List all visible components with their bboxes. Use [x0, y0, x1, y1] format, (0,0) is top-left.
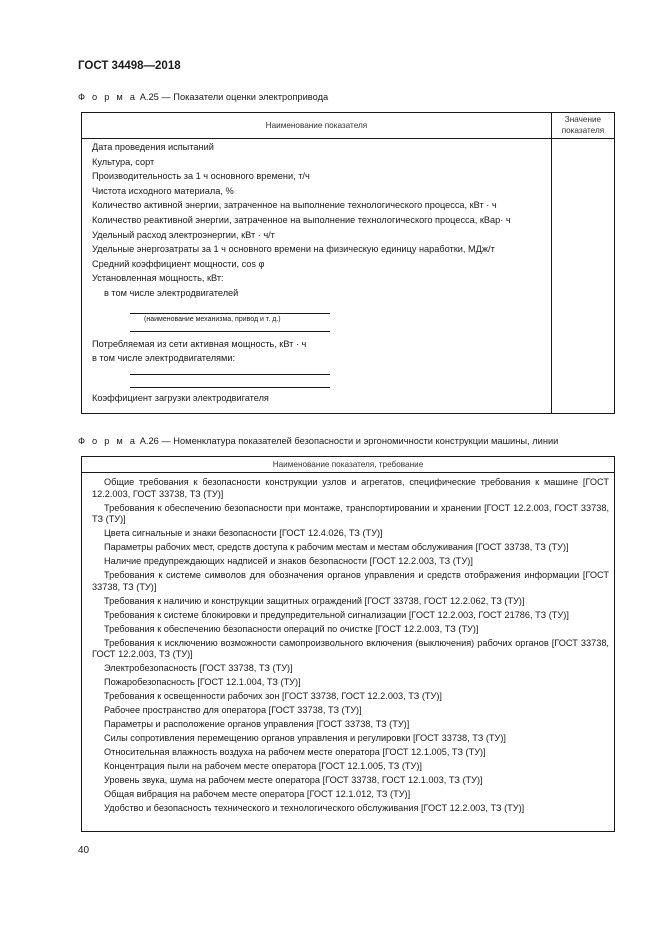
- list-item: Требования к системе блокировки и предупредительной сигнализации [ГОСТ 12.2.003, ГОСТ 21786, ТЗ (ТУ)]: [104, 609, 569, 620]
- list-item: Рабочее пространство для оператора [ГОСТ 33738, ТЗ (ТУ)]: [104, 705, 362, 716]
- list-item: Средний коэффициент мощности, cos φ: [92, 258, 265, 269]
- blank-line: [130, 325, 330, 332]
- list-item: Общая вибрация на рабочем месте оператора [ГОСТ 12.1.012, ТЗ (ТУ)]: [104, 789, 411, 800]
- list-item: Наличие предупреждающих надписей и знаков безопасности [ГОСТ 12.2.003, ТЗ (ТУ)]: [104, 556, 473, 567]
- blank-line: [130, 366, 330, 375]
- list-item: Удобство и безопасность технического и технологического обслуживания [ГОСТ 12.2.003, ТЗ (ТУ)]: [104, 803, 525, 814]
- form-a25-caption: [78, 92, 328, 102]
- list-item: Пожаробезопасность [ГОСТ 12.1.004, ТЗ (ТУ)]: [104, 677, 301, 688]
- list-item: в том числе электродвигателями:: [92, 353, 236, 364]
- blank-line: [130, 375, 330, 388]
- form-a26-caption: [78, 436, 558, 446]
- list-item: Удельные энергозатраты за 1 ч основного времени на физическую единицу наработки, МДж/т: [92, 244, 495, 255]
- form-a26-caption-title: — Номенклатура показателей безопасности и эргономичности конструкции машины, линии: [161, 436, 559, 446]
- note-mechanism: (наименование механизма, привод и т. д.): [144, 315, 281, 323]
- list-item: Силы сопротивления перемещению органов управления и регулировки [ГОСТ 33738, ТЗ (ТУ)]: [104, 733, 506, 744]
- form-a26-body: [82, 473, 615, 832]
- blank-line: [130, 301, 330, 314]
- list-item: Цвета сигнальные и знаки безопасности [ГОСТ 12.4.026, ТЗ (ТУ)]: [104, 528, 383, 539]
- form-a26-body-row: [82, 473, 615, 832]
- list-item: Количество активной энергии, затраченное на выполнение технологического процесса, кВт · ч: [92, 200, 497, 211]
- form-a25-value-cell: [551, 139, 614, 414]
- form-a25-table: [81, 112, 615, 414]
- form-a26-header-row: [82, 457, 615, 473]
- form-a25-header-row: [82, 113, 615, 139]
- list-item: Параметры и расположение органов управления [ГОСТ 33738, ТЗ (ТУ)]: [104, 719, 410, 730]
- form-a25-caption-prefix: Ф о р м а: [78, 92, 138, 102]
- list-item: в том числе электродвигателей: [104, 287, 239, 298]
- form-a25-body: [82, 139, 552, 414]
- form-a26-caption-number: А.26: [139, 436, 159, 446]
- list-item: Требования к исключению возможности самопроизвольного включения (выключения) рабочих органов [ГОСТ 33738, ГОСТ 12.2.003, ТЗ (ТУ)]: [92, 637, 609, 660]
- form-a26-col-name: Наименование показателя, требование: [82, 457, 615, 473]
- list-item: Требования к обеспечению безопасности операций по очистке [ГОСТ 12.2.003, ТЗ (ТУ)]: [104, 623, 479, 634]
- list-item: Установленная мощность, кВт:: [92, 273, 224, 284]
- form-a25-caption-number: А.25: [139, 92, 159, 102]
- list-item: Количество реактивной энергии, затраченное на выполнение технологического процесса, кВар· ч: [92, 214, 511, 225]
- list-item: Коэффициент загрузки электродвигателя: [92, 392, 269, 403]
- list-item: Культура, сорт: [92, 156, 155, 167]
- list-item: Концентрация пыли на рабочем месте оператора [ГОСТ 12.1.005, ТЗ (ТУ)]: [104, 761, 422, 772]
- form-a25-col-value-line1: Значение: [564, 115, 602, 124]
- form-a26-table: [81, 456, 615, 832]
- page-number: 40: [78, 845, 90, 856]
- list-item: Электробезопасность [ГОСТ 33738, ТЗ (ТУ)]: [104, 663, 293, 674]
- form-a25-body-row: [82, 139, 615, 414]
- list-item: Относительная влажность воздуха на рабочем месте оператора [ГОСТ 12.1.005, ТЗ (ТУ)]: [104, 747, 486, 758]
- list-item: Требования к системе символов для обозначения органов управления и средств отображения информации [ГОСТ 33738, ТЗ (ТУ)]: [92, 570, 609, 592]
- list-item: Удельный расход электроэнергии, кВт · ч/т: [92, 229, 275, 240]
- list-item: Требования к наличию и конструкции защитных ограждений [ГОСТ 33738, ГОСТ 12.2.062, ТЗ (ТУ)]: [104, 595, 525, 606]
- list-item: Общие требования к безопасности конструкции узлов и агрегатов, специфические требования к машине [ГОСТ 12.2.003, ГОСТ 33738, ТЗ (ТУ)]: [92, 477, 609, 499]
- form-a25-col-value-line2: показателя: [561, 126, 605, 135]
- list-item: Чистота исходного материала, %: [92, 185, 234, 196]
- list-item: Производительность за 1 ч основного времени, т/ч: [92, 171, 310, 182]
- list-item: Требования к обеспечению безопасности при монтаже, транспортировании и хранении [ГОСТ 12.2.003, ГОСТ 33738, ТЗ (ТУ)]: [92, 502, 609, 525]
- list-item: Потребляемая из сети активная мощность, кВт · ч: [92, 338, 307, 349]
- page-header: ГОСТ 34498—2018: [78, 60, 181, 72]
- form-a25-caption-title: — Показатели оценки электропривода: [161, 92, 329, 102]
- list-item: Параметры рабочих мест, средств доступа к рабочим местам и местам обслуживания [ГОСТ 33738, ТЗ (ТУ)]: [104, 542, 569, 553]
- form-a26-caption-prefix: Ф о р м а: [78, 436, 138, 446]
- list-item: Требования к освещенности рабочих зон [ГОСТ 33738, ГОСТ 12.2.003, ТЗ (ТУ)]: [104, 691, 442, 702]
- form-a25-col-name: Наименование показателя: [82, 113, 552, 139]
- form-a25-col-value: [551, 113, 614, 139]
- list-item: Дата проведения испытаний: [92, 142, 214, 152]
- list-item: Уровень звука, шума на рабочем месте оператора [ГОСТ 33738, ГОСТ 12.1.003, ТЗ (ТУ)]: [104, 775, 483, 786]
